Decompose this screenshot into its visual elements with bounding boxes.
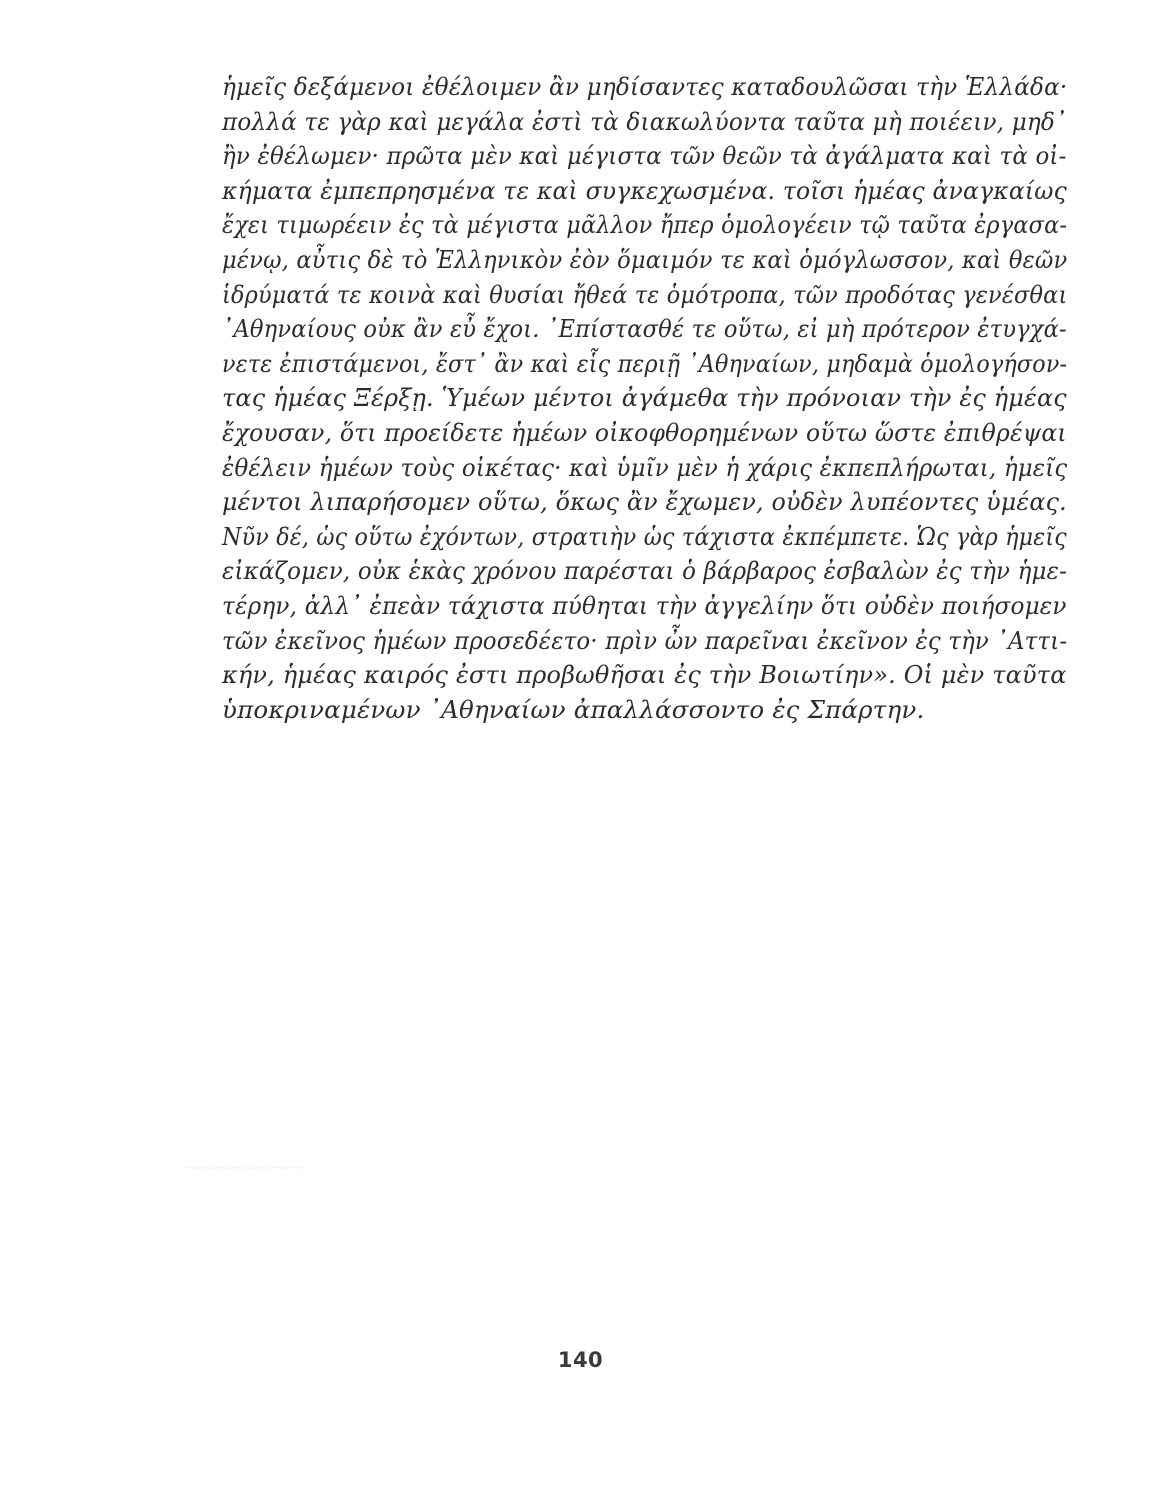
text-line: κήματα ἐμπεπρησμένα τε καὶ συγκεχωσμένα. τοῖσι ἡμέας ἀναγκαίως — [222, 175, 1067, 205]
text-line: ἡμεῖς δεξάμενοι ἐθέλοιμεν ἂν μηδίσαντες καταδουλῶσαι τὴν Ἑλλάδα· — [222, 72, 1068, 101]
text-line: ᾽Αθηναίους οὐκ ἂν εὖ ἔχοι. ᾽Επίστασθέ τε οὕτω, εἰ μὴ πρότερον ἐτυγχά- — [222, 314, 1067, 344]
text-line: ἱδρύματά τε κοινὰ καὶ θυσίαι ἤθεά τε ὁμότροπα, τῶν προδότας γενέσθαι — [222, 279, 1068, 309]
text-line: νετε ἐπιστάμενοι, ἔστ᾽ ἂν καὶ εἷς περιῇ ᾽Αθηναίων, μηδαμὰ ὁμολογήσον- — [222, 348, 1068, 378]
page-number: 140 — [557, 1348, 604, 1372]
text-line: μέντοι λιπαρήσομεν οὕτω, ὅκως ἂν ἔχωμεν, οὐδὲν λυπέοντες ὑμέας. — [222, 487, 1067, 517]
text-line: τῶν ἐκεῖνος ἡμέων προσεδέετο· πρὶν ὦν παρεῖναι ἐκεῖνον ἐς τὴν ᾽Αττι- — [222, 625, 1068, 655]
text-line: ἐθέλειν ἡμέων τοὺς οἰκέτας· καὶ ὑμῖν μὲν ἡ χάρις ἐκπεπλήρωται, ἡμεῖς — [222, 452, 1068, 482]
text-line: ὑποκριναμένων ᾽Αθηναίων ἀπαλλάσσοντο ἐς Σπάρτην. — [222, 694, 925, 724]
text-line: εἰκάζομεν, οὐκ ἑκὰς χρόνου παρέσται ὁ βάρβαρος ἐσβαλὼν ἐς τὴν ἡμε- — [222, 556, 1068, 586]
text-line: ἔχουσαν, ὅτι προείδετε ἡμέων οἰκοφθορημένων οὕτω ὥστε ἐπιθρέψαι — [222, 417, 1067, 447]
text-line: ἔχει τιμωρέειν ἐς τὰ μέγιστα μᾶλλον ἤπερ ὁμολογέειν τῷ ταῦτα ἐργασα- — [222, 210, 1068, 240]
text-line: Νῦν δέ, ὡς οὕτω ἐχόντων, στρατιὴν ὡς τάχιστα ἐκπέμπετε. Ὡς γὰρ ἡμεῖς — [222, 521, 1067, 551]
show-through-texture: ̃ ̃ ̃ ̃ ̃ ̃ ̃ ̃ ̃ ̃ ̃ ̃ ̃ ̃ ̃ ̃ ̃ ̃ ̃ ̃ ̃ ̃ ̃ ̃ — [180, 1165, 305, 1185]
text-line: πολλά τε γὰρ καὶ μεγάλα ἐστὶ τὰ διακωλύοντα ταῦτα μὴ ποιέειν, μηδ᾽ — [222, 106, 1067, 136]
text-line: τας ἡμέας Ξέρξῃ. Ὑμέων μέντοι ἀγάμεθα τὴν πρόνοιαν τὴν ἐς ἡμέας — [222, 383, 1067, 413]
text-line: τέρην, ἀλλ᾽ ἐπεὰν τάχιστα πύθηται τὴν ἀγγελίην ὅτι οὐδὲν ποιήσομεν — [222, 590, 1067, 620]
text-line: ἢν ἐθέλωμεν· πρῶτα μὲν καὶ μέγιστα τῶν θεῶν τὰ ἀγάλματα καὶ τὰ οἰ- — [222, 141, 1067, 171]
text-line: μένῳ, αὖτις δὲ τὸ Ἑλληνικὸν ἐὸν ὅμαιμόν τε καὶ ὁμόγλωσσον, καὶ θεῶν — [222, 244, 1068, 274]
greek-text-body — [222, 70, 1067, 727]
text-line: κήν, ἡμέας καιρός ἐστι προβωθῆσαι ἐς τὴν Βοιωτίην». Οἱ μὲν ταῦτα — [222, 660, 1067, 690]
